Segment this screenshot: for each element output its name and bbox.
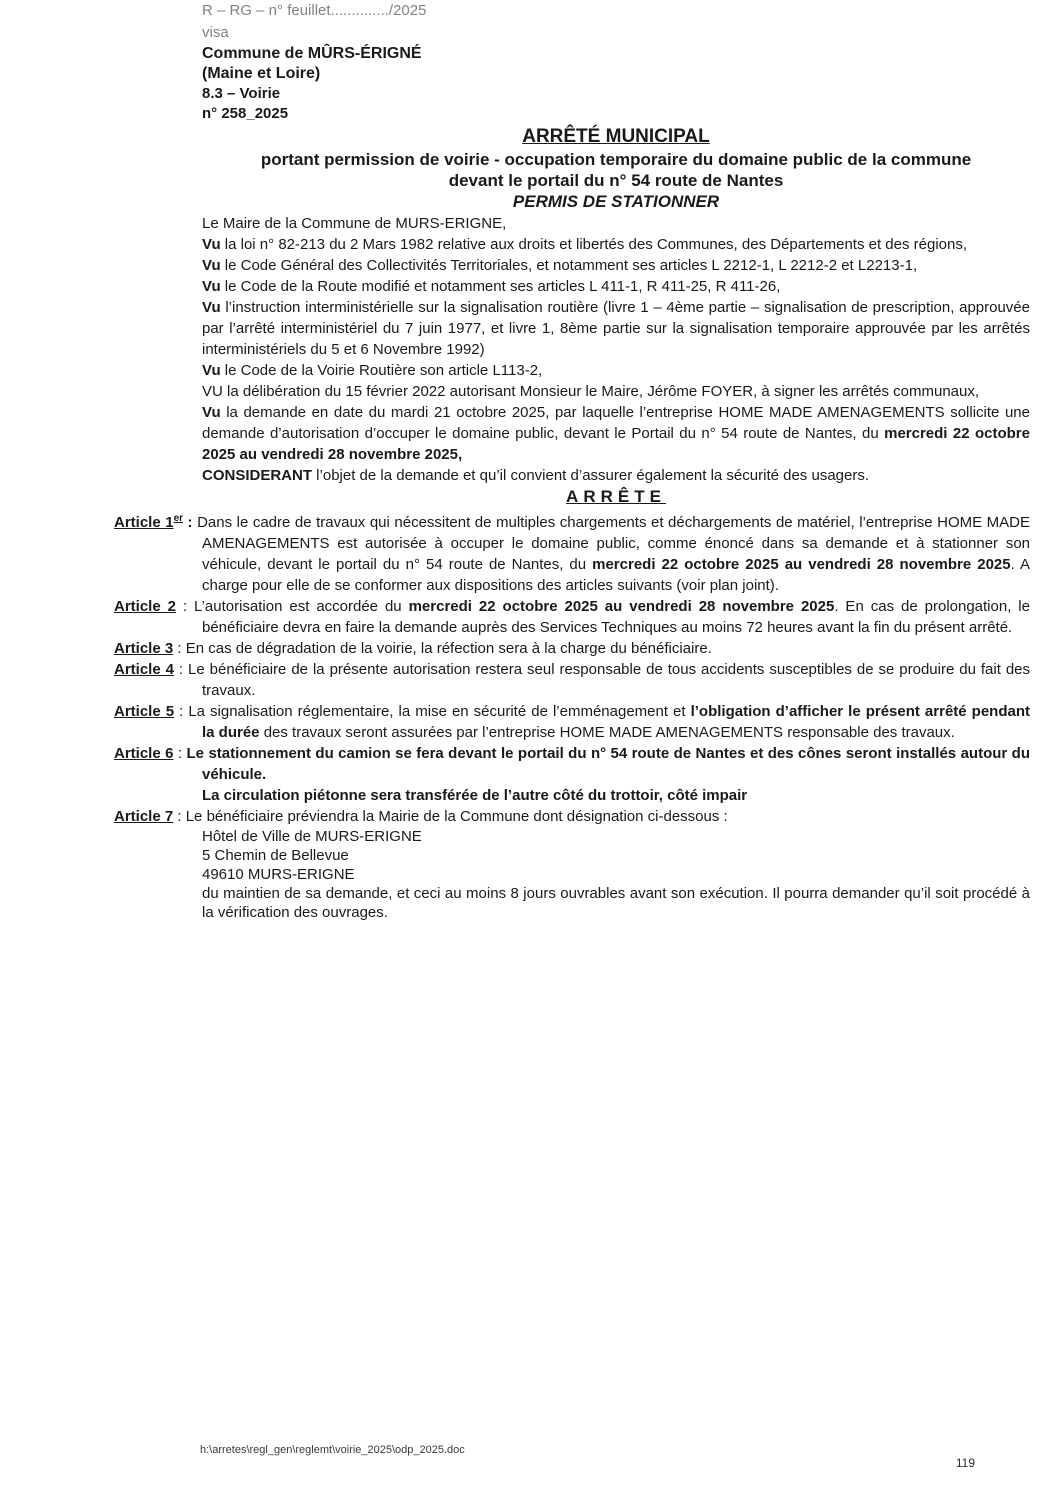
recital-vu-4: Vu l’instruction interministérielle sur la signalisation routière (livre 1 – 4ème partie – signalisation de prescription, approuvée par l’arrêté interministériel du 7 juin 1977, et livre 1, 8ème partie sur la signalisation temporaire approuvée par les arrêtés interministériels du 5 et 6 Novembre 1992)	[202, 299, 1030, 358]
article-7: Article 7 : Le bénéficiaire préviendra la Mairie de la Commune dont désignation ci-dessous :	[114, 808, 728, 825]
footer-file-path: h:\arretes\regl_gen\reglemt\voirie_2025\odp_2025.doc	[200, 1444, 465, 1456]
header-reference-block	[202, 0, 1030, 44]
article-5: Article 5 : La signalisation réglementaire, la mise en sécurité de l’emménagement et l’obligation d’afficher le présent arrêté pendant la durée des travaux seront assurées par l’entreprise HOME MADE AMENAGEMENTS responsable des travaux.	[114, 703, 1030, 741]
header-visa-label: visa	[202, 24, 229, 41]
article-1: Article 1er : Dans le cadre de travaux qui nécessitent de multiples chargements et déchargements de matériel, l’entreprise HOME MADE AMENAGEMENTS est autorisée à occuper le domaine public, comme énoncé dans sa demande et à stationner son véhicule, devant le portail du n° 54 route de Nantes, du mercredi 22 octobre 2025 au vendredi 28 novembre 2025. A charge pour elle de se conformer aux dispositions des articles suivants (voir plan joint).	[114, 513, 1030, 594]
recital-vu-2: Vu le Code Général des Collectivités Territoriales, et notamment ses articles L 2212-1, L 2212-2 et L2213-1,	[202, 257, 918, 274]
subtitle-line-1: portant permission de voirie - occupation temporaire du domaine public de la commune	[260, 150, 972, 169]
subtitle-line-2: devant le portail du n° 54 route de Nantes	[448, 171, 784, 190]
commune-block	[202, 44, 1030, 84]
recital-vu-7: Vu la demande en date du mardi 21 octobre 2025, par laquelle l’entreprise HOME MADE AMENAGEMENTS sollicite une demande d’autorisation d’occuper le domaine public, devant le Portail du n° 54 route de Nantes, du mercredi 22 octobre 2025 au vendredi 28 novembre 2025,	[202, 404, 1030, 463]
address-line-2: 5 Chemin de Bellevue	[202, 847, 349, 864]
commune-name: Commune de MÛRS-ÉRIGNÉ	[202, 45, 422, 62]
document-number: n° 258_2025	[202, 105, 289, 122]
intro-line: Le Maire de la Commune de MURS-ERIGNE,	[202, 215, 507, 232]
commune-departement: (Maine et Loire)	[202, 65, 321, 82]
mairie-address-block	[202, 827, 1030, 884]
recital-vu-3: Vu le Code de la Route modifié et notamment ses articles L 411-1, R 411-25, R 411-26,	[202, 278, 781, 295]
article-2: Article 2 : L’autorisation est accordée du mercredi 22 octobre 2025 au vendredi 28 novembre 2025. En cas de prolongation, le bénéficiaire devra en faire la demande auprès des Services Techniques au moins 72 heures avant la fin du présent arrêté.	[114, 598, 1030, 636]
article-3: Article 3 : En cas de dégradation de la voirie, la réfection sera à la charge du bénéficiaire.	[114, 640, 712, 657]
recital-vu-6: VU la délibération du 15 février 2022 autorisant Monsieur le Maire, Jérôme FOYER, à signer les arrêtés communaux,	[202, 383, 980, 400]
address-line-3: 49610 MURS-ERIGNE	[202, 866, 355, 883]
address-line-1: Hôtel de Ville de MURS-ERIGNE	[202, 828, 422, 845]
article-7-continuation: du maintien de sa demande, et ceci au moins 8 jours ouvrables avant son exécution. Il pourra demander qu’il soit procédé à la vérification des ouvrages.	[202, 885, 1030, 921]
recital-considerant: CONSIDERANT l’objet de la demande et qu’il convient d’assurer également la sécurité des usagers.	[202, 467, 870, 484]
article-6-pedestrian-note: La circulation piétonne sera transférée de l’autre côté du trottoir, côté impair	[202, 787, 748, 804]
header-ref-line: R – RG – n° feuillet............../2025	[202, 2, 427, 19]
article-4: Article 4 : Le bénéficiaire de la présente autorisation restera seul responsable de tous accidents susceptibles de se produire du fait des travaux.	[114, 661, 1030, 699]
article-6: Article 6 : Le stationnement du camion se fera devant le portail du n° 54 route de Nantes et des cônes seront installés autour du véhicule.	[114, 745, 1030, 783]
document-subtitle	[202, 149, 1030, 191]
recital-vu-1: Vu la loi n° 82-213 du 2 Mars 1982 relative aux droits et libertés des Communes, des Départements et des régions,	[202, 236, 968, 253]
footer-page-number: 119	[955, 1456, 975, 1470]
recital-vu-5: Vu le Code de la Voirie Routière son article L113-2,	[202, 362, 543, 379]
permis-de-stationner-heading: PERMIS DE STATIONNER	[512, 192, 720, 211]
section-code: 8.3 – Voirie	[202, 85, 281, 102]
document-title: ARRÊTÉ MUNICIPAL	[522, 126, 710, 147]
arrete-heading: ARRÊTE	[566, 487, 666, 506]
